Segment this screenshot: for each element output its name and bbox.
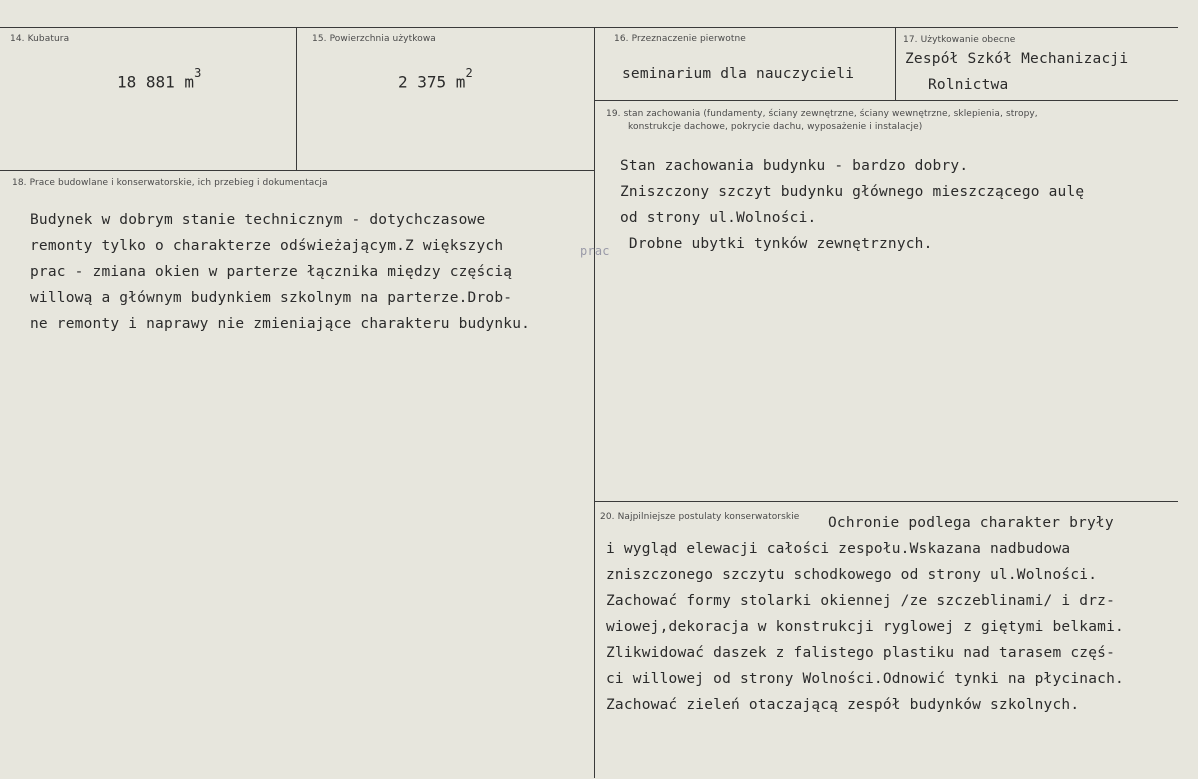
line-under-14-15: [0, 170, 594, 171]
field-20-line-5: Zlikwidować daszek z falistego plastiku nad tarasem częś-: [606, 645, 1115, 661]
field-15-label: 15. Powierzchnia użytkowa: [312, 34, 436, 44]
field-18-struck-fragment: prac: [580, 244, 610, 258]
field-18-line-4: willową a głównym budynkiem szkolnym na parterze.Drob-: [30, 290, 513, 306]
area-value: 2 375 m: [398, 72, 466, 92]
field-20-line-6: ci willowej od strony Wolności.Odnowić tynki na płycinach.: [606, 671, 1124, 687]
field-20-line-7: Zachować zieleń otaczającą zespół budynków szkolnych.: [606, 697, 1080, 713]
field-19-label-line-1: 19. stan zachowania (fundamenty, ściany zewnętrzne, ściany wewnętrzne, sklepienia, stropy,: [606, 109, 1038, 119]
field-15-value: [398, 66, 473, 92]
field-19-label-line-2: konstrukcje dachowe, pokrycie dachu, wyposażenie i instalacje): [628, 122, 923, 132]
field-20-line-3: Zachować formy stolarki okiennej /ze szczeblinami/ i drz-: [606, 593, 1115, 609]
volume-value: 18 881 m: [117, 72, 195, 92]
field-17-line-1: Zespół Szkół Mechanizacji: [905, 51, 1129, 67]
field-19-line-2: Zniszczony szczyt budynku głównego mieszczącego aulę: [620, 184, 1085, 200]
field-18-line-2: remonty tylko o charakterze odświeżającym.Z większych: [30, 238, 504, 254]
field-17-line-2: Rolnictwa: [928, 77, 1009, 93]
divider-15-16: [594, 27, 595, 778]
top-border-line: [0, 27, 1178, 28]
field-18-line-5: ne remonty i naprawy nie zmieniające charakteru budynku.: [30, 316, 531, 332]
field-16-value: seminarium dla nauczycieli: [622, 66, 855, 82]
field-20-first-line: Ochronie podlega charakter bryły: [828, 515, 1114, 531]
line-under-16-17: [594, 100, 1178, 101]
field-14-value: [117, 66, 202, 92]
area-unit-exponent: 2: [465, 66, 473, 80]
field-19-line-4: Drobne ubytki tynków zewnętrznych.: [620, 236, 933, 252]
field-20-line-4: wiowej,dekoracja w konstrukcji ryglowej z giętymi belkami.: [606, 619, 1124, 635]
divider-16-17: [895, 27, 896, 100]
field-17-label: 17. Użytkowanie obecne: [903, 35, 1016, 45]
field-18-line-1: Budynek w dobrym stanie technicznym - dotychczasowe: [30, 212, 486, 228]
volume-unit-exponent: 3: [194, 66, 202, 80]
field-20-label: 20. Najpilniejsze postulaty konserwatorskie: [600, 512, 800, 522]
divider-14-15: [296, 27, 297, 170]
field-19-line-1: Stan zachowania budynku - bardzo dobry.: [620, 158, 969, 174]
field-18-label: 18. Prace budowlane i konserwatorskie, ich przebieg i dokumentacja: [12, 178, 328, 188]
field-18-line-3: prac - zmiana okien w parterze łącznika między częścią: [30, 264, 513, 280]
field-20-line-1: i wygląd elewacji całości zespołu.Wskazana nadbudowa: [606, 541, 1071, 557]
field-14-label: 14. Kubatura: [10, 34, 70, 44]
field-20-line-2: zniszczonego szczytu schodkowego od strony ul.Wolności.: [606, 567, 1098, 583]
line-above-20: [594, 501, 1178, 502]
field-19-line-3: od strony ul.Wolności.: [620, 210, 817, 226]
field-16-label: 16. Przeznaczenie pierwotne: [614, 34, 746, 44]
